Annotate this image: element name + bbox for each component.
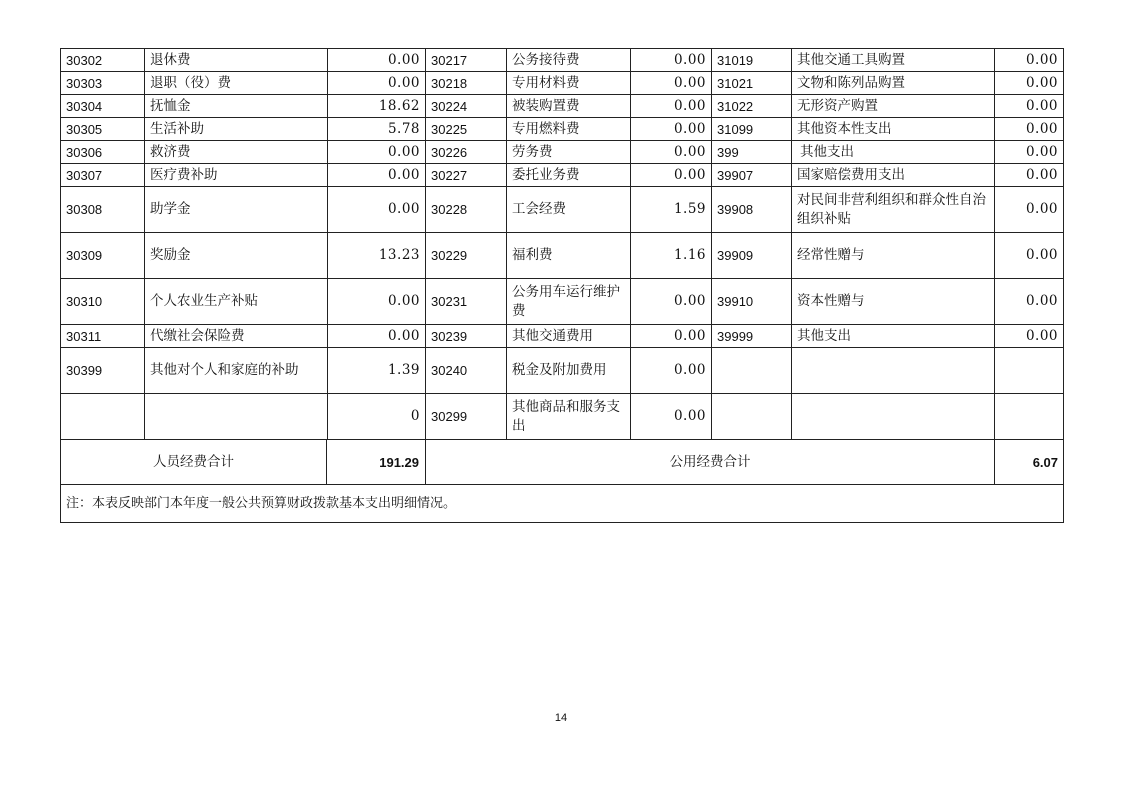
item-name-cell: 其他支出 <box>792 325 995 348</box>
item-code-cell: 30306 <box>61 141 145 164</box>
item-code-cell: 30309 <box>61 233 145 279</box>
amount-cell: 18.62 <box>328 95 426 118</box>
table-body <box>61 49 1064 523</box>
item-name-cell: 其他交通工具购置 <box>792 49 995 72</box>
item-code-cell: 39909 <box>712 233 792 279</box>
item-name-cell: 税金及附加费用 <box>507 348 631 394</box>
item-name-cell: 生活补助 <box>145 118 328 141</box>
amount-cell: 0.00 <box>328 141 426 164</box>
item-code-cell <box>61 394 145 440</box>
item-name-cell: 代缴社会保险费 <box>145 325 328 348</box>
item-code-cell: 39907 <box>712 164 792 187</box>
item-name-cell: 资本性赠与 <box>792 279 995 325</box>
personnel-total-label: 人员经费合计 <box>153 453 234 470</box>
item-name-cell: 助学金 <box>145 187 328 233</box>
amount-cell: 0.00 <box>631 95 712 118</box>
amount-cell: 1.16 <box>631 233 712 279</box>
amount-cell: 0.00 <box>631 348 712 394</box>
table-row <box>61 118 1064 141</box>
item-name-cell: 退职（役）费 <box>145 72 328 95</box>
item-code-cell: 30310 <box>61 279 145 325</box>
table-row <box>61 141 1064 164</box>
amount-cell: 0.00 <box>631 118 712 141</box>
item-code-cell <box>712 394 792 440</box>
amount-cell: 0.00 <box>631 49 712 72</box>
item-code-cell: 30227 <box>426 164 507 187</box>
item-code-cell: 30304 <box>61 95 145 118</box>
table-row <box>61 95 1064 118</box>
item-name-cell: 委托业务费 <box>507 164 631 187</box>
item-name-cell: 其他商品和服务支出 <box>507 394 631 440</box>
amount-cell: 0.00 <box>328 187 426 233</box>
note-row <box>61 485 1064 523</box>
page-number: 14 <box>554 712 568 724</box>
table-row <box>61 325 1064 348</box>
item-code-cell: 31019 <box>712 49 792 72</box>
amount-cell: 0.00 <box>328 49 426 72</box>
item-name-cell: 其他交通费用 <box>507 325 631 348</box>
item-name-cell <box>792 348 995 394</box>
item-name-cell: 个人农业生产补贴 <box>145 279 328 325</box>
amount-cell: 0.00 <box>995 164 1064 187</box>
table-row <box>61 72 1064 95</box>
item-code-cell: 31021 <box>712 72 792 95</box>
item-name-cell: 无形资产购置 <box>792 95 995 118</box>
amount-cell: 0.00 <box>631 279 712 325</box>
amount-cell: 1.39 <box>328 348 426 394</box>
item-name-cell: 公务接待费 <box>507 49 631 72</box>
amount-cell: 0.00 <box>328 325 426 348</box>
item-code-cell: 39910 <box>712 279 792 325</box>
item-name-cell: 退休费 <box>145 49 328 72</box>
item-code-cell: 30228 <box>426 187 507 233</box>
item-name-cell: 福利费 <box>507 233 631 279</box>
item-name-cell: 国家赔偿费用支出 <box>792 164 995 187</box>
amount-cell: 0.00 <box>995 72 1064 95</box>
item-code-cell: 30399 <box>61 348 145 394</box>
amount-cell: 0.00 <box>328 279 426 325</box>
amount-cell: 0.00 <box>631 394 712 440</box>
item-code-cell: 30224 <box>426 95 507 118</box>
amount-cell: 0.00 <box>995 95 1064 118</box>
item-code-cell <box>712 348 792 394</box>
table-row <box>61 279 1064 325</box>
table-row <box>61 187 1064 233</box>
item-code-cell: 30239 <box>426 325 507 348</box>
amount-cell: 0.00 <box>995 233 1064 279</box>
amount-cell: 0.00 <box>631 164 712 187</box>
amount-cell: 0.00 <box>995 325 1064 348</box>
item-name-cell <box>145 394 328 440</box>
item-name-cell: 专用燃料费 <box>507 118 631 141</box>
amount-cell: 0.00 <box>995 49 1064 72</box>
item-name-cell: 专用材料费 <box>507 72 631 95</box>
amount-cell <box>995 394 1064 440</box>
public-total-value: 6.07 <box>995 440 1064 485</box>
amount-cell: 0.00 <box>328 164 426 187</box>
amount-cell: 0.00 <box>631 325 712 348</box>
item-code-cell: 39908 <box>712 187 792 233</box>
item-code-cell: 31099 <box>712 118 792 141</box>
item-code-cell: 30231 <box>426 279 507 325</box>
amount-cell <box>995 348 1064 394</box>
item-name-cell: 其他资本性支出 <box>792 118 995 141</box>
amount-cell: 0.00 <box>631 72 712 95</box>
amount-cell: 0.00 <box>631 141 712 164</box>
item-code-cell: 39999 <box>712 325 792 348</box>
item-code-cell: 30311 <box>61 325 145 348</box>
amount-cell: 0.00 <box>995 141 1064 164</box>
item-code-cell: 399 <box>712 141 792 164</box>
item-name-cell: 经常性赠与 <box>792 233 995 279</box>
item-code-cell: 30305 <box>61 118 145 141</box>
amount-cell: 0.00 <box>995 279 1064 325</box>
item-code-cell: 30303 <box>61 72 145 95</box>
item-code-cell: 30307 <box>61 164 145 187</box>
amount-cell: 0.00 <box>328 72 426 95</box>
item-code-cell: 30226 <box>426 141 507 164</box>
amount-cell: 5.78 <box>328 118 426 141</box>
amount-cell: 0.00 <box>995 187 1064 233</box>
item-name-cell: 奖励金 <box>145 233 328 279</box>
table-row <box>61 394 1064 440</box>
item-name-cell: 公务用车运行维护费 <box>507 279 631 325</box>
table-row <box>61 233 1064 279</box>
item-name-cell: 其他对个人和家庭的补助 <box>145 348 328 394</box>
amount-cell: 0 <box>328 394 426 440</box>
item-code-cell: 30240 <box>426 348 507 394</box>
table-row <box>61 49 1064 72</box>
item-name-cell: 救济费 <box>145 141 328 164</box>
item-code-cell: 30308 <box>61 187 145 233</box>
table-note: 注：本表反映部门本年度一般公共预算财政拨款基本支出明细情况。 <box>61 485 1064 523</box>
amount-cell: 13.23 <box>328 233 426 279</box>
item-name-cell: 劳务费 <box>507 141 631 164</box>
item-code-cell: 30299 <box>426 394 507 440</box>
personnel-total-value: 191.29 <box>326 440 425 484</box>
public-total-label: 公用经费合计 <box>426 440 995 485</box>
item-name-cell: 被装购置费 <box>507 95 631 118</box>
item-code-cell: 30225 <box>426 118 507 141</box>
item-name-cell: 抚恤金 <box>145 95 328 118</box>
item-code-cell: 31022 <box>712 95 792 118</box>
amount-cell: 1.59 <box>631 187 712 233</box>
item-name-cell: 工会经费 <box>507 187 631 233</box>
amount-cell: 0.00 <box>995 118 1064 141</box>
table-row <box>61 164 1064 187</box>
item-code-cell: 30218 <box>426 72 507 95</box>
item-name-cell: 对民间非营利组织和群众性自治组织补贴 <box>792 187 995 233</box>
expenditure-detail-table <box>60 48 1064 523</box>
item-name-cell <box>792 394 995 440</box>
table-row <box>61 348 1064 394</box>
item-name-cell: 医疗费补助 <box>145 164 328 187</box>
item-name-cell: 文物和陈列品购置 <box>792 72 995 95</box>
item-code-cell: 30302 <box>61 49 145 72</box>
totals-row <box>61 440 1064 485</box>
item-code-cell: 30217 <box>426 49 507 72</box>
item-name-cell: 其他支出 <box>792 141 995 164</box>
item-code-cell: 30229 <box>426 233 507 279</box>
